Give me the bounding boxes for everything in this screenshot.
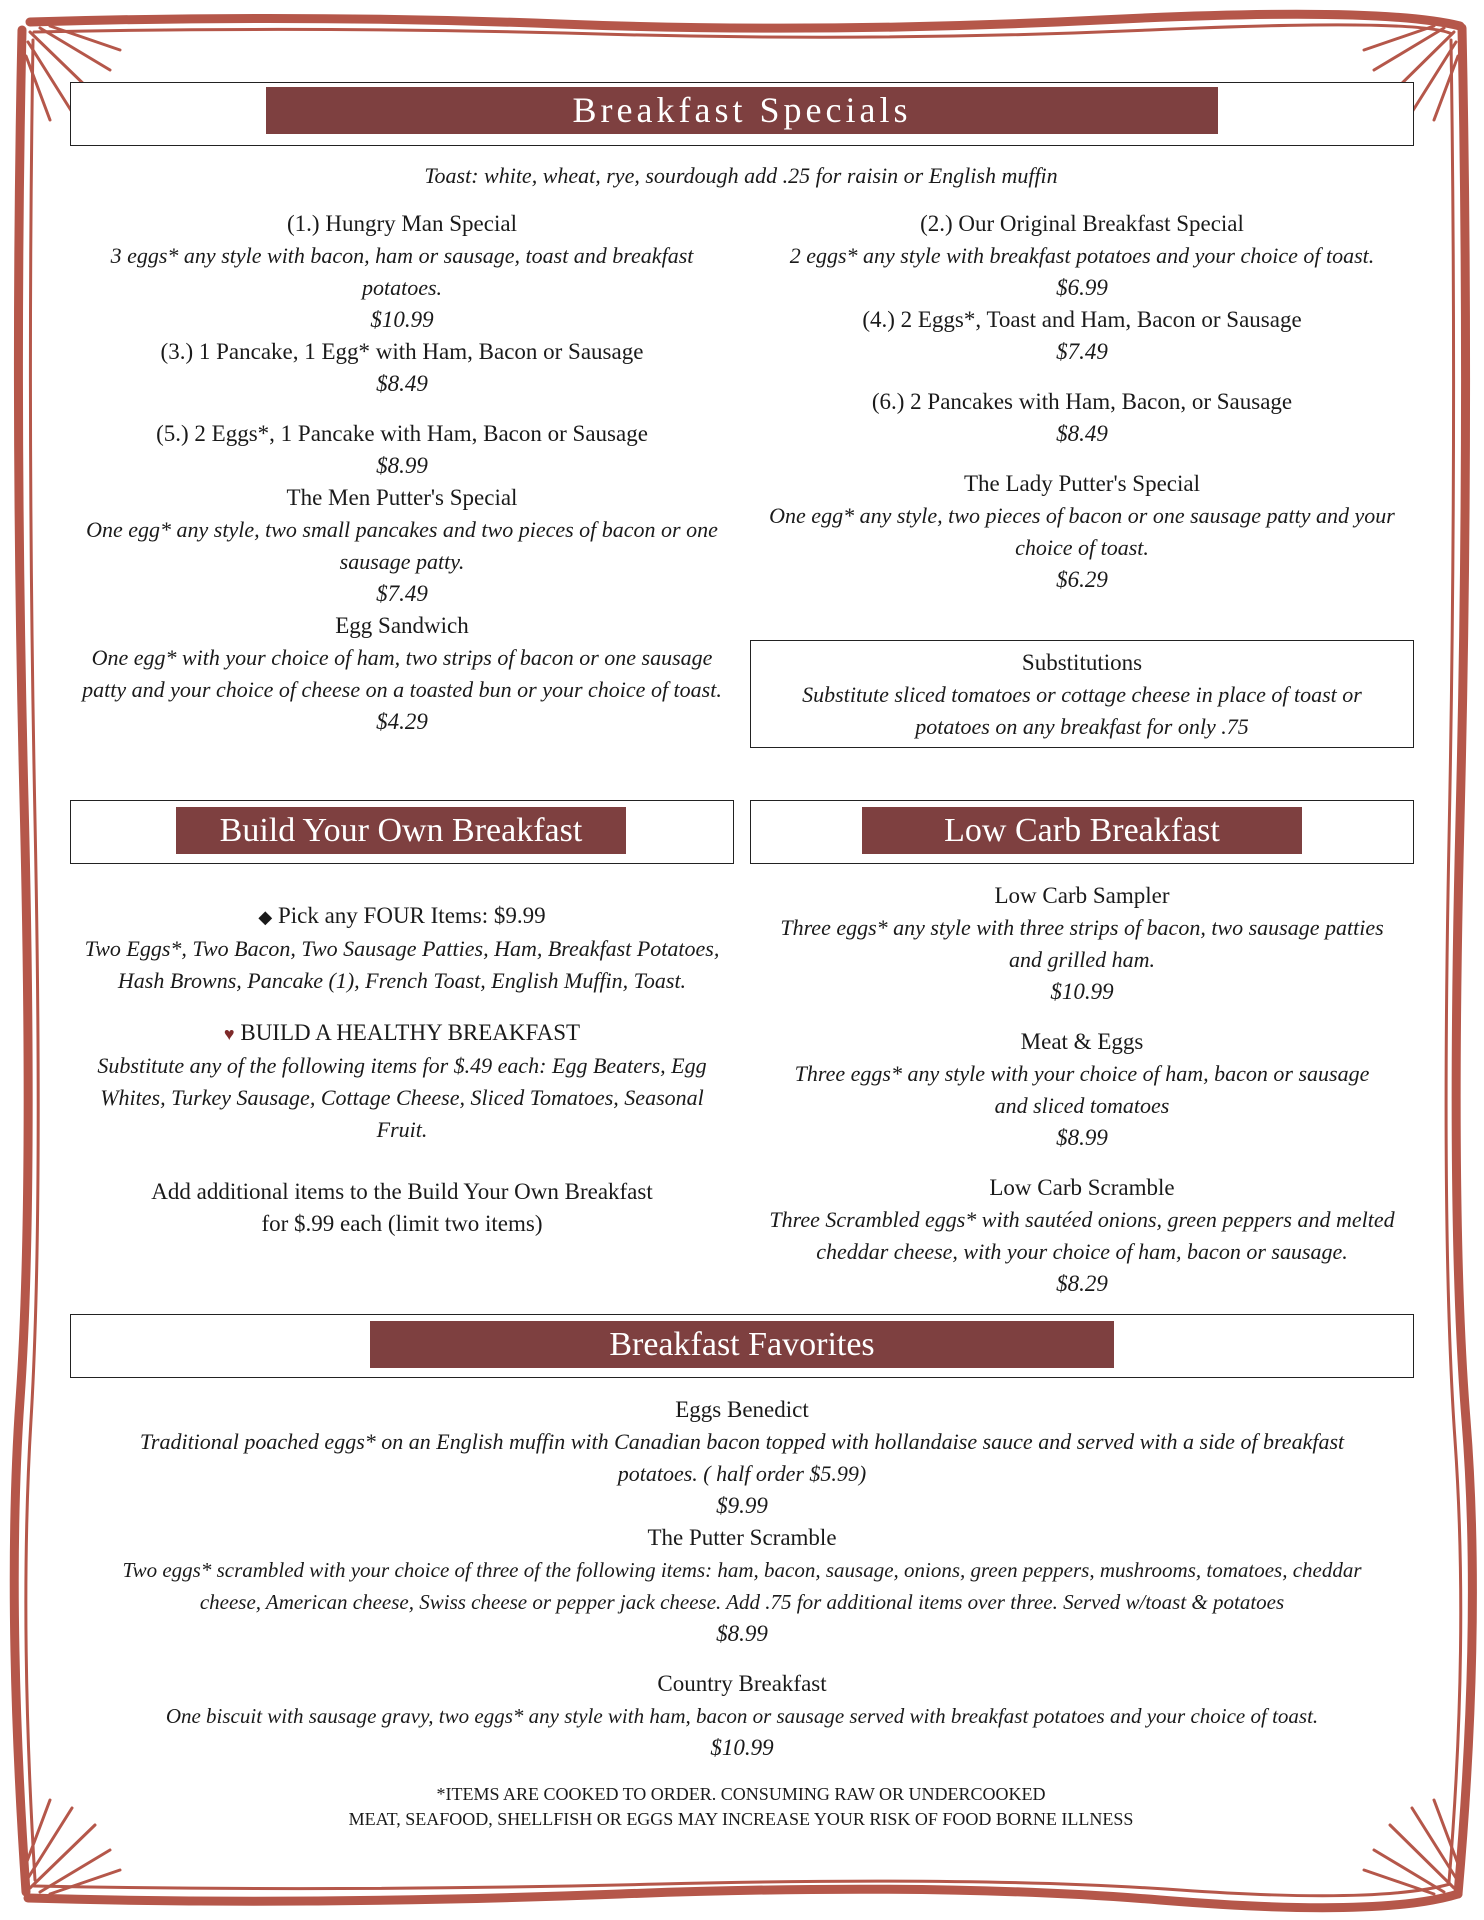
left-specials-column: [80, 208, 724, 738]
menu-item: [762, 468, 1402, 596]
substitutions-description: Substitute sliced tomatoes or cottage cheese in place of toast or potatoes on any breakfast for only .75: [802, 682, 1362, 739]
item-description: 3 eggs* any style with bacon, ham or sausage, toast and breakfast potatoes.: [110, 243, 694, 300]
item-description: One egg* with your choice of ham, two strips of bacon or one sausage patty and your choice of cheese on a toasted bun or your choice of toast.: [82, 645, 722, 702]
menu-item: [762, 386, 1402, 450]
item-description: One egg* any style, two small pancakes and two pieces of bacon or one sausage patty.: [86, 517, 718, 574]
menu-item: [80, 418, 724, 482]
item-name: The Men Putter's Special: [286, 485, 518, 510]
menu-item: [90, 1668, 1394, 1764]
item-name: Country Breakfast: [657, 1671, 827, 1696]
build-your-own-section: [80, 900, 724, 1240]
diamond-bullet-icon: ◆: [258, 907, 273, 927]
low-carb-heading: Low Carb Breakfast: [862, 807, 1302, 854]
menu-item: [762, 880, 1402, 1008]
healthy-breakfast-description: Substitute any of the following items for $.49 each: Egg Beaters, Egg Whites, Turkey Sausage, Cottage Cheese, Sliced Tomatoes, Seasonal Fruit.: [97, 1053, 707, 1142]
item-description: One egg* any style, two pieces of bacon or one sausage patty and your choice of toast.: [769, 503, 1395, 560]
item-name: The Putter Scramble: [647, 1525, 837, 1550]
menu-item: [90, 1394, 1394, 1522]
pick-four-description: Two Eggs*, Two Bacon, Two Sausage Patties, Ham, Breakfast Potatoes, Hash Browns, Pancake (1), French Toast, English Muffin, Toast.: [84, 936, 720, 993]
menu-item: [80, 610, 724, 738]
menu-item: [90, 1522, 1394, 1650]
item-price: $8.29: [1056, 1271, 1108, 1296]
additional-items-note: Add additional items to the Build Your Own Breakfast for $.99 each (limit two items): [151, 1179, 653, 1236]
item-description: Three eggs* any style with your choice of ham, bacon or sausage and sliced tomatoes: [794, 1061, 1370, 1118]
item-price: $9.99: [716, 1493, 768, 1518]
healthy-breakfast-label: BUILD A HEALTHY BREAKFAST: [240, 1020, 581, 1045]
substitutions-title: Substitutions: [1021, 650, 1143, 675]
item-name: (4.) 2 Eggs*, Toast and Ham, Bacon or Sausage: [862, 307, 1302, 332]
item-price: $8.99: [1056, 1125, 1108, 1150]
item-description: Three Scrambled eggs* with sautéed onions, green peppers and melted cheddar cheese, with your choice of ham, bacon or sausage.: [769, 1207, 1395, 1264]
item-price: $8.99: [716, 1621, 768, 1646]
item-price: $6.29: [1056, 567, 1108, 592]
item-price: $4.29: [376, 709, 428, 734]
menu-item: [762, 1172, 1402, 1300]
low-carb-section: [762, 880, 1402, 1300]
item-name: Eggs Benedict: [675, 1397, 809, 1422]
item-description: One biscuit with sausage gravy, two eggs* any style with ham, bacon or sausage served with breakfast potatoes and your choice of toast.: [165, 1704, 1319, 1728]
item-name: (3.) 1 Pancake, 1 Egg* with Ham, Bacon or Sausage: [160, 339, 644, 364]
item-description: Traditional poached eggs* on an English muffin with Canadian bacon topped with hollandaise sauce and served with a side of breakfast potatoes. ( half order $5.99): [139, 1429, 1345, 1486]
item-name: Meat & Eggs: [1020, 1029, 1144, 1054]
item-price: $10.99: [1050, 979, 1114, 1004]
substitutions-box: [750, 640, 1414, 748]
disclaimer-line-1: *ITEMS ARE COOKED TO ORDER. CONSUMING RAW OR UNDERCOOKED: [436, 1784, 1046, 1804]
build-your-own-heading: Build Your Own Breakfast: [176, 807, 626, 854]
right-specials-column: [762, 208, 1402, 596]
favorites-heading: Breakfast Favorites: [370, 1321, 1114, 1368]
disclaimer-line-2: MEAT, SEAFOOD, SHELLFISH OR EGGS MAY INCREASE YOUR RISK OF FOOD BORNE ILLNESS: [348, 1809, 1134, 1829]
menu-item: [80, 208, 724, 336]
item-name: Low Carb Sampler: [994, 883, 1170, 908]
item-description: Two eggs* scrambled with your choice of three of the following items: ham, bacon, sausage, onions, green peppers, mushrooms, tomatoes, cheddar cheese, American cheese, Swiss cheese or pepper jack cheese. Add .75 for additional items over three. Served w/toast & potatoes: [122, 1558, 1362, 1614]
item-price: $6.99: [1056, 275, 1108, 300]
toast-note: Toast: white, wheat, rye, sourdough add .25 for raisin or English muffin: [424, 163, 1058, 188]
item-price: $7.49: [1056, 339, 1108, 364]
item-name: Low Carb Scramble: [989, 1175, 1175, 1200]
item-price: $7.49: [376, 581, 428, 606]
item-name: (1.) Hungry Man Special: [287, 211, 517, 236]
pick-four-label: Pick any FOUR Items: $9.99: [277, 903, 546, 928]
healthy-breakfast-title: [80, 1017, 724, 1050]
menu-item: [80, 482, 724, 610]
heart-bullet-icon: ♥: [223, 1024, 235, 1044]
disclaimer: [70, 1782, 1412, 1832]
item-name: (6.) 2 Pancakes with Ham, Bacon, or Sausage: [871, 389, 1293, 414]
item-description: Three eggs* any style with three strips of bacon, two sausage patties and grilled ham.: [780, 915, 1384, 972]
item-description: 2 eggs* any style with breakfast potatoes and your choice of toast.: [789, 243, 1375, 268]
item-name: (2.) Our Original Breakfast Special: [920, 211, 1244, 236]
item-name: The Lady Putter's Special: [964, 471, 1200, 496]
item-price: $8.99: [376, 453, 428, 478]
item-price: $8.49: [1056, 421, 1108, 446]
menu-item: [762, 208, 1402, 304]
item-price: $10.99: [370, 307, 434, 332]
item-name: (5.) 2 Eggs*, 1 Pancake with Ham, Bacon or Sausage: [156, 421, 648, 446]
pick-four-title: [80, 900, 724, 933]
favorites-section: [90, 1394, 1394, 1764]
menu-item: [762, 1026, 1402, 1154]
page-title: Breakfast Specials: [266, 87, 1218, 134]
item-name: Egg Sandwich: [335, 613, 469, 638]
item-price: $10.99: [710, 1735, 774, 1760]
menu-item: [80, 336, 724, 400]
item-price: $8.49: [376, 371, 428, 396]
menu-item: [762, 304, 1402, 368]
